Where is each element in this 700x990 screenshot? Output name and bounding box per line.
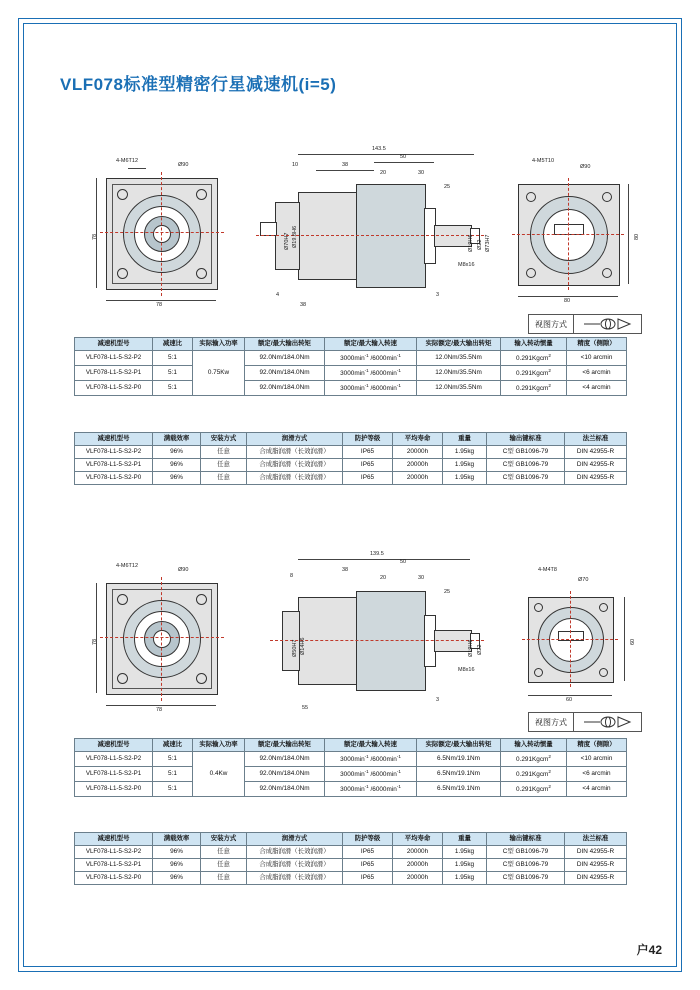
drawing-bottom xyxy=(60,545,640,730)
cell-mounting: 任意 xyxy=(201,472,247,485)
cell-lubrication: 合成脂润滑（长效润滑） xyxy=(247,872,343,885)
table-header-row xyxy=(75,338,627,351)
cell-precision: <4 arcmin xyxy=(567,782,627,797)
table-row xyxy=(75,859,627,872)
cell-protection: IP65 xyxy=(343,846,393,859)
cell-weight: 1.95kg xyxy=(443,859,487,872)
cell-actual-torque: 6.5Nm/19.1Nm xyxy=(417,752,501,767)
bot-right-callout-label: 4-M4T8 xyxy=(538,567,557,573)
top-right-height-label: 80 xyxy=(634,233,640,240)
cell-weight: 1.95kg xyxy=(443,846,487,859)
cell-inertia: 0.291Kgcm$^2$ xyxy=(501,782,567,797)
spec-table-bottom-2 xyxy=(74,832,627,885)
cell-speed: $3000\min^{-1}$ $/6000\min^{-1}$ xyxy=(325,366,417,381)
col-ratio: 减速比 xyxy=(153,338,193,351)
col-actual-torque: 实际额定/最大输出转矩 xyxy=(417,338,501,351)
bot-left-height-label: 78 xyxy=(92,638,98,645)
spec-table-bottom-1 xyxy=(74,738,627,797)
top-body-tab xyxy=(260,222,277,236)
cell-actual-torque: 12.0Nm/35.5Nm xyxy=(417,351,501,366)
bot-d8-label: 8 xyxy=(290,573,294,579)
bot-shaft xyxy=(434,630,472,652)
page-title: VLF078标准型精密行星减速机(i=5) xyxy=(60,75,337,94)
cell-weight: 1.95kg xyxy=(443,872,487,885)
bot-left-hole-tr xyxy=(196,594,207,605)
top-total-length-label: 143.5 xyxy=(372,146,386,152)
cell-torque: 92.0Nm/184.0Nm xyxy=(245,366,325,381)
bot-thread-label: M8x16 xyxy=(458,667,475,673)
cell-actual-torque: 6.5Nm/19.1Nm xyxy=(417,767,501,782)
cell-key-standard: C型 GB1096-79 xyxy=(487,872,565,885)
top-d20-label: 20 xyxy=(380,170,387,176)
cell-speed: $3000\min^{-1}$ $/6000\min^{-1}$ xyxy=(325,351,417,366)
col-mounting: 安装方式 xyxy=(201,833,247,846)
bot-right-hole-tr xyxy=(599,603,608,612)
top-right-callout-label: 4-M5T10 xyxy=(532,158,555,164)
cell-model: VLF078-L1-5-S2-P1 xyxy=(75,366,153,381)
top-left-hole-bl xyxy=(117,268,128,279)
cell-weight: 1.95kg xyxy=(443,446,487,459)
table-row xyxy=(75,472,627,485)
view-method-icon-top xyxy=(574,318,641,330)
cell-power: 0.4Kw xyxy=(193,752,245,797)
view-method-box-top xyxy=(528,314,642,334)
col-mounting: 安装方式 xyxy=(201,433,247,446)
cell-flange-standard: DIN 42955-R xyxy=(565,846,627,859)
bot-total-length-label: 139.5 xyxy=(370,551,384,557)
col-lubrication: 润滑方式 xyxy=(247,433,343,446)
bot-left-hole-br xyxy=(196,673,207,684)
cell-model: VLF078-L1-5-S2-P0 xyxy=(75,472,153,485)
cell-model: VLF078-L1-5-S2-P2 xyxy=(75,846,153,859)
spec-table-top-1 xyxy=(74,337,627,396)
cell-efficiency: 96% xyxy=(153,846,201,859)
cell-lifetime: 20000h xyxy=(393,872,443,885)
top-d25-label: 25 xyxy=(444,184,451,190)
bot-inner-dia2-label: Ø14H6 xyxy=(300,637,306,655)
cell-efficiency: 96% xyxy=(153,859,201,872)
cell-efficiency: 96% xyxy=(153,472,201,485)
table-row xyxy=(75,782,627,797)
col-model: 减速机型号 xyxy=(75,833,153,846)
bot-right-hole-bl xyxy=(534,668,543,677)
col-inertia: 输入转动惯量 xyxy=(501,338,567,351)
cell-lubrication: 合成脂润滑（长效润滑） xyxy=(247,859,343,872)
top-d3-label: 3 xyxy=(436,292,440,298)
cell-ratio: 5:1 xyxy=(153,782,193,797)
col-protection: 防护等级 xyxy=(343,433,393,446)
top-d4-label: 4 xyxy=(276,292,280,298)
spec-table-top-2 xyxy=(74,432,627,485)
cell-key-standard: C型 GB1096-79 xyxy=(487,846,565,859)
cell-flange-standard: DIN 42955-R xyxy=(565,472,627,485)
col-model: 减速机型号 xyxy=(75,739,153,752)
bot-d30-label: 30 xyxy=(418,575,425,581)
cell-actual-torque: 6.5Nm/19.1Nm xyxy=(417,782,501,797)
table-header-row xyxy=(75,433,627,446)
cell-model: VLF078-L1-5-S2-P1 xyxy=(75,767,153,782)
table-row xyxy=(75,446,627,459)
col-flange-standard: 法兰标准 xyxy=(565,433,627,446)
cell-lubrication: 合成脂润滑（长效润滑） xyxy=(247,846,343,859)
bot-d20-label: 20 xyxy=(380,575,387,581)
cell-flange-standard: DIN 42955-R xyxy=(565,459,627,472)
top-d10-label: 10 xyxy=(292,162,299,168)
col-speed: 额定/最大输入转速 xyxy=(325,338,417,351)
top-left-hole-br xyxy=(196,268,207,279)
top-right-bore-inner xyxy=(543,209,595,261)
cell-lifetime: 20000h xyxy=(393,459,443,472)
bot-d55-label: 55 xyxy=(302,705,309,711)
cell-mounting: 任意 xyxy=(201,459,247,472)
cell-speed: $3000\min^{-1}$ $/6000\min^{-1}$ xyxy=(325,381,417,396)
cell-efficiency: 96% xyxy=(153,446,201,459)
top-d38-label: 38 xyxy=(342,162,349,168)
col-key-standard: 输出键标准 xyxy=(487,433,565,446)
bot-right-hole-br xyxy=(599,668,608,677)
cell-ratio: 5:1 xyxy=(153,381,193,396)
bot-left-dia-label: Ø90 xyxy=(178,567,189,573)
col-torque: 额定/最大输出转矩 xyxy=(245,739,325,752)
top-body-main xyxy=(298,192,358,280)
cell-model: VLF078-L1-5-S2-P2 xyxy=(75,446,153,459)
cell-model: VLF078-L1-5-S2-P2 xyxy=(75,351,153,366)
cell-mounting: 任意 xyxy=(201,872,247,885)
cell-torque: 92.0Nm/184.0Nm xyxy=(245,381,325,396)
bot-shaft-dia2-label: Ø22 xyxy=(477,644,483,655)
cell-inertia: 0.291Kgcm$^2$ xyxy=(501,767,567,782)
cell-key-standard: C型 GB1096-79 xyxy=(487,459,565,472)
top-thread-label: M8x16 xyxy=(458,262,475,268)
col-lubrication: 润滑方式 xyxy=(247,833,343,846)
cell-flange-standard: DIN 42955-R xyxy=(565,859,627,872)
bot-right-dia-label: Ø70 xyxy=(578,577,589,583)
col-weight: 重量 xyxy=(443,433,487,446)
col-weight: 重量 xyxy=(443,833,487,846)
view-method-icon-bottom xyxy=(574,716,641,728)
bot-left-hole-bl xyxy=(117,673,128,684)
top-left-hole-tl xyxy=(117,189,128,200)
top-d38b-label: 38 xyxy=(300,302,307,308)
page-number: 户42 xyxy=(636,943,662,957)
bot-right-hole-tl xyxy=(534,603,543,612)
cell-inertia: 0.291Kgcm$^2$ xyxy=(501,366,567,381)
col-protection: 防护等级 xyxy=(343,833,393,846)
drawing-top xyxy=(60,140,640,325)
bot-body-main xyxy=(298,597,358,685)
top-right-width-label: 80 xyxy=(564,298,571,304)
cell-precision: <6 arcmin xyxy=(567,767,627,782)
top-shaft-dia2-label: Ø22 xyxy=(477,239,483,250)
cell-key-standard: C型 GB1096-79 xyxy=(487,859,565,872)
cell-actual-torque: 12.0Nm/35.5Nm xyxy=(417,381,501,396)
cell-protection: IP65 xyxy=(343,872,393,885)
col-ratio: 减速比 xyxy=(153,739,193,752)
cell-inertia: 0.291Kgcm$^2$ xyxy=(501,752,567,767)
top-d30-label: 30 xyxy=(418,170,425,176)
cell-key-standard: C型 GB1096-79 xyxy=(487,446,565,459)
cell-model: VLF078-L1-5-S2-P2 xyxy=(75,752,153,767)
top-right-hole-tr xyxy=(602,192,612,202)
cell-weight: 1.95kg xyxy=(443,459,487,472)
cell-lubrication: 合成脂润滑（长效润滑） xyxy=(247,446,343,459)
cell-model: VLF078-L1-5-S2-P0 xyxy=(75,782,153,797)
col-actual-torque: 实际额定/最大输出转矩 xyxy=(417,739,501,752)
cell-lubrication: 合成脂润滑（长效润滑） xyxy=(247,472,343,485)
cell-precision: <4 arcmin xyxy=(567,381,627,396)
col-efficiency: 满载效率 xyxy=(153,833,201,846)
top-left-dia-label: Ø90 xyxy=(178,162,189,168)
cell-mounting: 任意 xyxy=(201,446,247,459)
top-shaft-dia3-label: Ø73H7 xyxy=(485,234,491,252)
cell-lifetime: 20000h xyxy=(393,846,443,859)
top-right-dia-label: Ø90 xyxy=(580,164,591,170)
cell-speed: $3000\min^{-1}$ $/6000\min^{-1}$ xyxy=(325,782,417,797)
bot-inner-dia1-label: Ø50H7 xyxy=(292,639,298,657)
col-efficiency: 满载效率 xyxy=(153,433,201,446)
top-shaft-dia1-label: Ø19H6 xyxy=(468,234,474,252)
col-precision: 精度（侧隙） xyxy=(567,739,627,752)
cell-efficiency: 96% xyxy=(153,459,201,472)
bot-left-bore-core xyxy=(153,630,171,648)
view-method-label-bottom: 视图方式 xyxy=(529,713,574,731)
bot-right-height-label: 60 xyxy=(630,638,636,645)
cell-key-standard: C型 GB1096-79 xyxy=(487,472,565,485)
table-header-row xyxy=(75,739,627,752)
view-method-box-bottom xyxy=(528,712,642,732)
top-left-height-label: 78 xyxy=(92,233,98,240)
col-lifetime: 平均寿命 xyxy=(393,433,443,446)
bot-d25-label: 25 xyxy=(444,589,451,595)
table-row xyxy=(75,366,627,381)
col-torque: 额定/最大输出转矩 xyxy=(245,338,325,351)
table-row xyxy=(75,351,627,366)
table-row xyxy=(75,752,627,767)
top-shaft xyxy=(434,225,472,247)
cell-flange-standard: DIN 42955-R xyxy=(565,872,627,885)
cell-ratio: 5:1 xyxy=(153,366,193,381)
cell-precision: <6 arcmin xyxy=(567,366,627,381)
bot-left-hole-tl xyxy=(117,594,128,605)
cell-lifetime: 20000h xyxy=(393,859,443,872)
cell-ratio: 5:1 xyxy=(153,351,193,366)
col-precision: 精度（侧隙） xyxy=(567,338,627,351)
bot-d38-label: 38 xyxy=(342,567,349,573)
cell-inertia: 0.291Kgcm$^2$ xyxy=(501,381,567,396)
cell-power: 0.75Kw xyxy=(193,351,245,396)
bot-body-housing xyxy=(356,591,426,691)
top-right-hole-bl xyxy=(526,268,536,278)
cell-ratio: 5:1 xyxy=(153,767,193,782)
cell-speed: $3000\min^{-1}$ $/6000\min^{-1}$ xyxy=(325,767,417,782)
col-lifetime: 平均寿命 xyxy=(393,833,443,846)
cell-lifetime: 20000h xyxy=(393,446,443,459)
cell-protection: IP65 xyxy=(343,446,393,459)
top-body-housing xyxy=(356,184,426,288)
view-method-label-top: 视图方式 xyxy=(529,315,574,333)
cell-precision: <10 arcmin xyxy=(567,351,627,366)
table-row xyxy=(75,872,627,885)
col-key-standard: 输出键标准 xyxy=(487,833,565,846)
cell-flange-standard: DIN 42955-R xyxy=(565,446,627,459)
col-speed: 额定/最大输入转速 xyxy=(325,739,417,752)
col-model: 减速机型号 xyxy=(75,433,153,446)
col-power: 实际输入功率 xyxy=(193,338,245,351)
cell-torque: 92.0Nm/184.0Nm xyxy=(245,752,325,767)
cell-weight: 1.95kg xyxy=(443,472,487,485)
table-row xyxy=(75,846,627,859)
table-row xyxy=(75,381,627,396)
top-inner-dia2-label: Ø19.8H6 xyxy=(292,225,298,248)
col-inertia: 输入转动惯量 xyxy=(501,739,567,752)
col-model: 减速机型号 xyxy=(75,338,153,351)
bot-left-width-label: 78 xyxy=(156,707,163,713)
table-header-row xyxy=(75,833,627,846)
top-d50-label: 50 xyxy=(400,154,407,160)
cell-speed: $3000\min^{-1}$ $/6000\min^{-1}$ xyxy=(325,752,417,767)
cell-mounting: 任意 xyxy=(201,859,247,872)
cell-lubrication: 合成脂润滑（长效润滑） xyxy=(247,459,343,472)
cell-inertia: 0.291Kgcm$^2$ xyxy=(501,351,567,366)
cell-actual-torque: 12.0Nm/35.5Nm xyxy=(417,366,501,381)
top-left-bore-core xyxy=(153,225,171,243)
bot-right-width-label: 60 xyxy=(566,697,573,703)
bot-shaft-dia1-label: Ø19H6 xyxy=(468,639,474,657)
cell-efficiency: 96% xyxy=(153,872,201,885)
table-row xyxy=(75,767,627,782)
top-left-hole-tr xyxy=(196,189,207,200)
cell-torque: 92.0Nm/184.0Nm xyxy=(245,782,325,797)
cell-lifetime: 20000h xyxy=(393,472,443,485)
top-right-hole-tl xyxy=(526,192,536,202)
cell-protection: IP65 xyxy=(343,859,393,872)
col-flange-standard: 法兰标准 xyxy=(565,833,627,846)
cell-torque: 92.0Nm/184.0Nm xyxy=(245,767,325,782)
top-left-width-label: 78 xyxy=(156,302,163,308)
cell-protection: IP65 xyxy=(343,472,393,485)
cell-ratio: 5:1 xyxy=(153,752,193,767)
cell-model: VLF078-L1-5-S2-P1 xyxy=(75,459,153,472)
cell-mounting: 任意 xyxy=(201,846,247,859)
top-inner-dia1-label: Ø70H7 xyxy=(284,232,290,250)
bot-d3-label: 3 xyxy=(436,697,440,703)
table-row xyxy=(75,459,627,472)
cell-model: VLF078-L1-5-S2-P0 xyxy=(75,381,153,396)
top-left-callout-label: 4-M6T12 xyxy=(116,158,139,164)
cell-protection: IP65 xyxy=(343,459,393,472)
bot-left-callout-label: 4-M6T12 xyxy=(116,563,139,569)
top-right-hole-br xyxy=(602,268,612,278)
bot-d50-label: 50 xyxy=(400,559,407,565)
cell-model: VLF078-L1-5-S2-P0 xyxy=(75,872,153,885)
cell-precision: <10 arcmin xyxy=(567,752,627,767)
col-power: 实际输入功率 xyxy=(193,739,245,752)
cell-model: VLF078-L1-5-S2-P1 xyxy=(75,859,153,872)
cell-torque: 92.0Nm/184.0Nm xyxy=(245,351,325,366)
